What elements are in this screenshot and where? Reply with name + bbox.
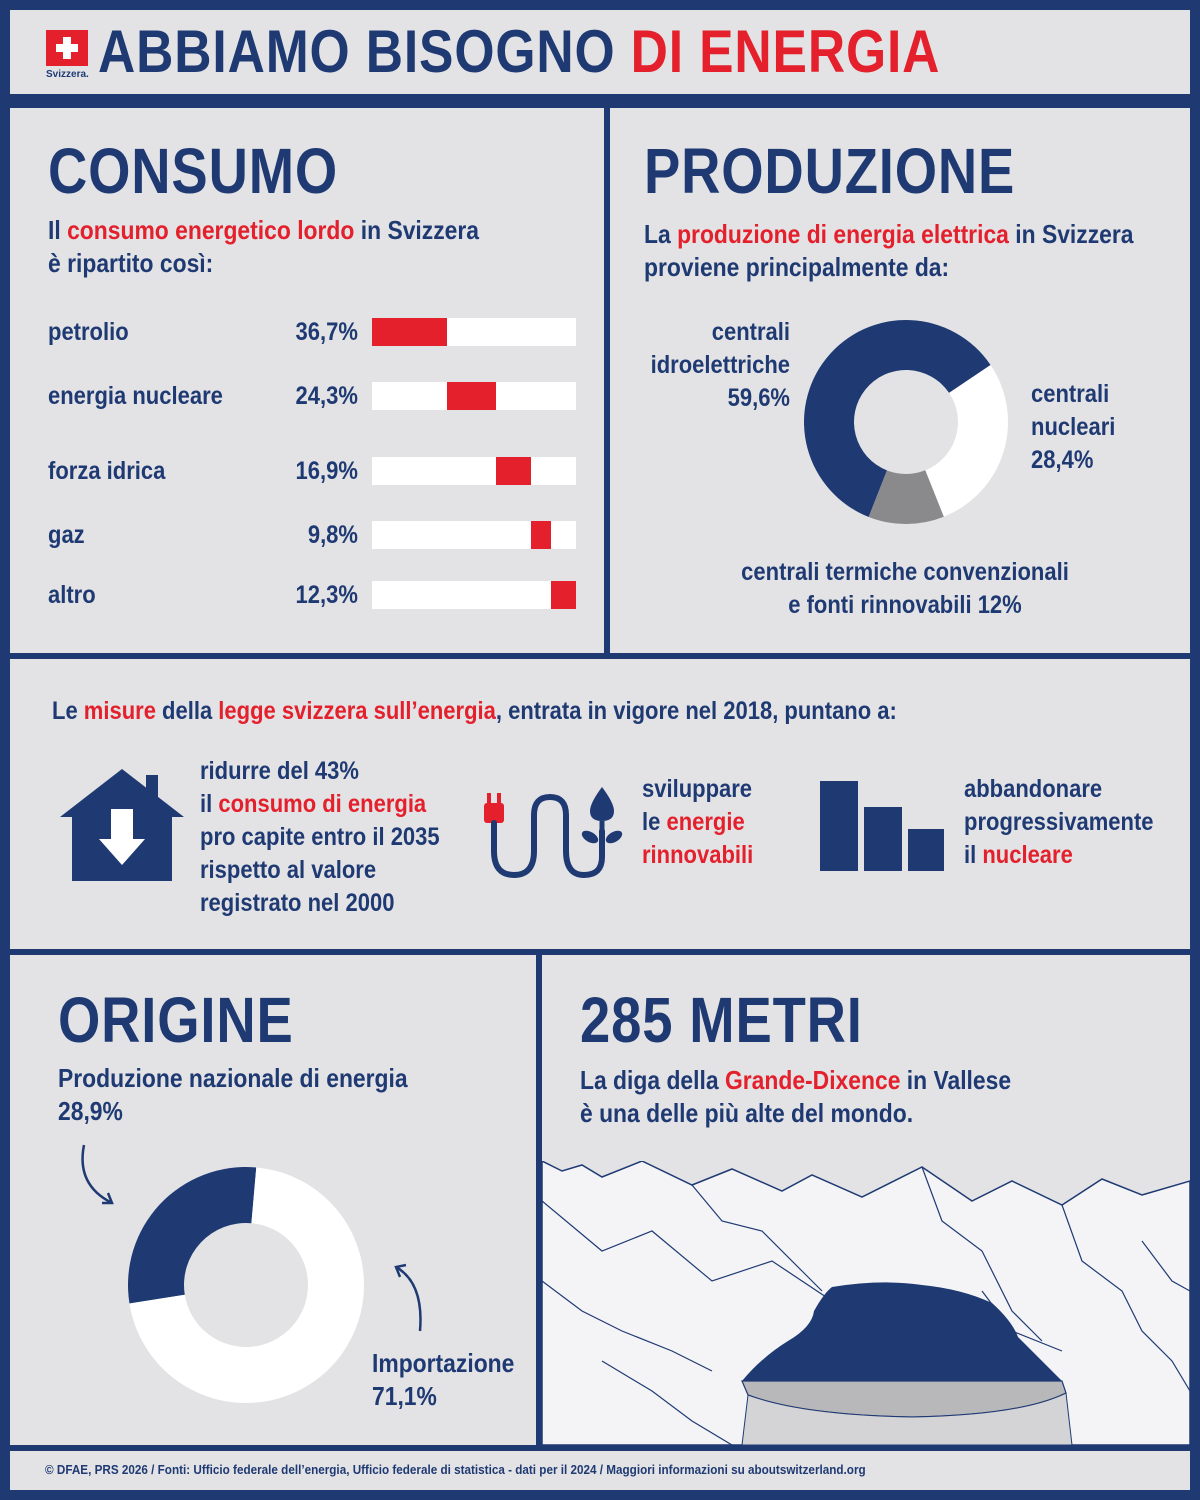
consumo-pct: 12,3%	[295, 581, 358, 609]
consumo-row	[48, 318, 588, 348]
swiss-flag-icon	[46, 30, 88, 66]
goal1-line3: pro capite entro il 2035	[200, 823, 440, 851]
consumo-pct: 36,7%	[295, 318, 358, 346]
misure-intro-h1: misure	[83, 697, 156, 725]
consumo-bar	[447, 382, 497, 410]
metri-text	[580, 1064, 1011, 1130]
metri-heading: 285 METRI	[580, 984, 863, 1056]
consumo-label: energia nucleare	[48, 382, 223, 410]
decreasing-bars-icon	[818, 779, 946, 873]
consumo-intro-a: Il	[48, 215, 68, 245]
consumo-row	[48, 382, 588, 412]
goal3-line1: abbandonare	[964, 775, 1103, 803]
consumo-heading: CONSUMO	[48, 135, 339, 207]
goal-reduce-text	[200, 755, 440, 920]
plug-plant-icon	[480, 779, 640, 883]
misure-intro-c: , entrata in vigore nel 2018, puntano a:	[495, 697, 897, 725]
goal2-line1: sviluppare	[642, 775, 753, 803]
consumo-bar	[551, 581, 576, 609]
slice-label-pct: 59,6%	[727, 384, 790, 412]
consumo-bar-track	[372, 581, 576, 609]
slice-label-line2: nucleari	[1031, 413, 1116, 441]
consumo-panel	[10, 108, 604, 653]
slice-label-hydro	[649, 316, 790, 415]
origine-panel	[10, 955, 536, 1445]
consumo-bar	[496, 457, 530, 485]
metri-line1a: La diga della	[580, 1065, 725, 1095]
metri-line2: è una delle più alte del mondo.	[580, 1098, 914, 1128]
goal2-highlight2: rinnovabili	[642, 841, 754, 869]
title-part1: ABBIAMO BISOGNO	[98, 18, 616, 85]
consumo-bar-track	[372, 318, 576, 346]
produzione-intro-a: La	[644, 219, 678, 249]
goal1-line2a: il	[200, 790, 219, 818]
consumo-row	[48, 457, 588, 487]
slice-label-thermal	[689, 556, 1120, 622]
consumo-bar	[372, 318, 447, 346]
consumo-intro-line2: è ripartito così:	[48, 248, 214, 278]
misure-panel	[10, 659, 1190, 949]
footer	[10, 1451, 1190, 1490]
donut-slice-nuclear	[925, 365, 1008, 517]
metri-highlight: Grande-Dixence	[724, 1065, 901, 1095]
goal1-line1: ridurre del 43%	[200, 757, 359, 785]
consumo-row	[48, 581, 588, 611]
slice-label-line1: centrali	[1031, 380, 1110, 408]
consumo-bar	[531, 521, 551, 549]
goal-nuclear-text	[964, 773, 1154, 872]
consumo-bar-track	[372, 382, 576, 410]
produzione-intro-line2: proviene principalmente da:	[644, 252, 950, 282]
goal-renewables-text	[642, 773, 753, 872]
origine-prod-label	[58, 1062, 408, 1128]
goal2-highlight: energie	[666, 808, 745, 836]
produzione-heading: PRODUZIONE	[644, 135, 1016, 207]
imp-label: Importazione	[372, 1348, 515, 1378]
goal3-highlight: nucleare	[982, 841, 1073, 869]
consumo-row	[48, 521, 588, 551]
donut-slice-production	[128, 1167, 256, 1304]
origine-donut-chart	[128, 1167, 364, 1403]
produzione-intro-b: in Svizzera	[1008, 219, 1134, 249]
house-down-arrow-icon	[58, 767, 186, 883]
goal1-line5: registrato nel 2000	[200, 889, 395, 917]
origine-imp-label	[372, 1347, 514, 1413]
curved-arrow-icon	[72, 1141, 122, 1211]
slice-label-line2: e fonti rinnovabili 12%	[788, 591, 1022, 619]
curved-arrow-icon	[390, 1259, 430, 1335]
prod-pct: 28,9%	[58, 1096, 123, 1126]
consumo-intro	[48, 214, 479, 280]
goal3-line2: progressivamente	[964, 808, 1154, 836]
consumo-label: forza idrica	[48, 457, 166, 485]
goal1-highlight: consumo di energia	[218, 790, 427, 818]
consumo-label: gaz	[48, 521, 85, 549]
produzione-panel	[610, 108, 1190, 653]
page-title	[98, 14, 940, 90]
origine-heading: ORIGINE	[58, 984, 294, 1056]
slice-label-line1: centrali termiche convenzionali	[741, 558, 1069, 586]
consumo-bar-track	[372, 521, 576, 549]
imp-pct: 71,1%	[372, 1381, 437, 1411]
slice-label-pct: 28,4%	[1031, 446, 1094, 474]
misure-intro-a: Le	[52, 697, 84, 725]
produzione-intro-highlight: produzione di energia elettrica	[677, 219, 1009, 249]
consumo-pct: 24,3%	[295, 382, 358, 410]
misure-intro	[52, 695, 897, 728]
swiss-logo	[46, 30, 96, 80]
goal2-line2a: le	[642, 808, 667, 836]
metri-line1b: in Vallese	[900, 1065, 1012, 1095]
consumo-intro-b: in Svizzera	[354, 215, 480, 245]
dam-mountains-illustration	[542, 1161, 1190, 1445]
consumo-pct: 16,9%	[295, 457, 358, 485]
misure-intro-h2: legge svizzera sull’energia	[218, 697, 496, 725]
misure-intro-b: della	[155, 697, 219, 725]
footer-credits: © DFAE, PRS 2026 / Fonti: Ufficio federale dell’energia, Ufficio federale di statistica - dati per il 2024 / Maggiori informazioni su aboutswitzerland.org	[45, 1462, 866, 1477]
slice-label-nuclear	[1031, 378, 1115, 477]
goal3-line3a: il	[964, 841, 983, 869]
consumo-pct: 9,8%	[307, 521, 358, 549]
slice-label-line1: centrali	[711, 318, 790, 346]
metri-panel	[542, 955, 1190, 1445]
produzione-donut-chart	[804, 320, 1008, 524]
produzione-intro	[644, 218, 1134, 284]
header	[10, 10, 1190, 94]
consumo-intro-highlight: consumo energetico lordo	[67, 215, 355, 245]
consumo-label: petrolio	[48, 318, 129, 346]
logo-text: Svizzera.	[46, 69, 89, 80]
slice-label-line2: idroelettriche	[650, 351, 790, 379]
consumo-bar-track	[372, 457, 576, 485]
prod-label: Produzione nazionale di energia	[58, 1063, 408, 1093]
consumo-label: altro	[48, 581, 96, 609]
title-part2: DI ENERGIA	[630, 18, 941, 85]
goal1-line4: rispetto al valore	[200, 856, 377, 884]
